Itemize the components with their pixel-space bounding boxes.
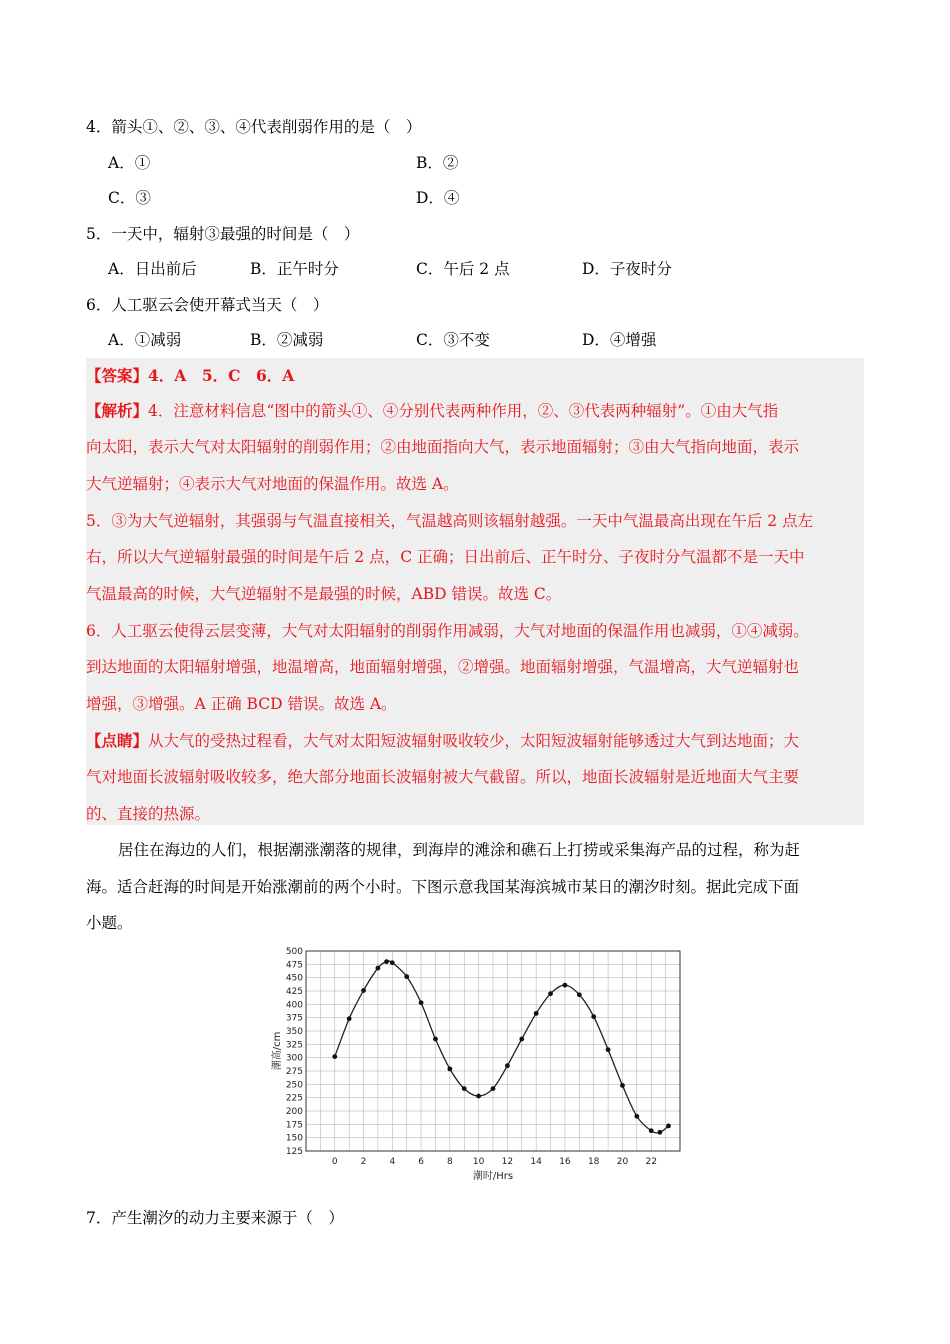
y-tick-label: 200 xyxy=(285,1107,303,1117)
x-tick-label: 16 xyxy=(559,1157,571,1167)
y-tick-label: 150 xyxy=(285,1133,303,1144)
tide-point xyxy=(505,1063,510,1068)
y-tick-label: 500 xyxy=(285,947,303,957)
tip-line-3: 的、直接的热源。 xyxy=(86,805,211,823)
x-tick-labels xyxy=(332,1157,657,1167)
tide-point xyxy=(476,1094,481,1099)
q5-option-d[interactable]: D．子夜时分 xyxy=(582,260,672,278)
tide-point xyxy=(620,1083,625,1088)
tide-point xyxy=(332,1054,337,1059)
x-tick-label: 12 xyxy=(501,1157,514,1167)
tide-point xyxy=(666,1124,671,1129)
q4-option-a[interactable]: A．① xyxy=(108,154,151,172)
intro-line-3: 小题。 xyxy=(86,914,133,932)
tide-point xyxy=(634,1114,639,1119)
q4-stem: 4．箭头①、②、③、④代表削弱作用的是（ ） xyxy=(86,118,422,136)
y-tick-label: 275 xyxy=(285,1067,303,1077)
y-tick-labels xyxy=(286,947,303,1157)
intro-line-1: 居住在海边的人们，根据潮涨潮落的规律，到海岸的滩涂和礁石上打捞或采集海产品的过程，称为赶 xyxy=(118,841,801,859)
answer-line xyxy=(86,366,294,386)
y-tick-label: 375 xyxy=(285,1013,303,1024)
q5-stem: 5．一天中，辐射③最强的时间是（ ） xyxy=(86,225,360,243)
tide-point xyxy=(433,1037,438,1042)
tide-point xyxy=(462,1086,467,1091)
y-tick-label: 175 xyxy=(285,1120,303,1131)
tide-point xyxy=(649,1128,654,1133)
q6-analysis-line-1: 6．人工驱云使得云层变薄，大气对太阳辐射的削弱作用减弱，大气对地面的保温作用也减弱，①④减弱。 xyxy=(86,622,809,640)
q5-analysis-line-3: 气温最高的时候，大气逆辐射不是最强的时候，ABD 错误。故选 C。 xyxy=(86,585,562,603)
y-tick-label: 350 xyxy=(285,1027,303,1037)
q5-option-a[interactable]: A．日出前后 xyxy=(108,260,197,278)
tide-curve xyxy=(335,961,669,1133)
y-tick-label: 225 xyxy=(285,1093,303,1104)
q6-analysis-line-3: 增强，③增强。A 正确 BCD 错误。故选 A。 xyxy=(86,695,397,713)
x-tick-label: 22 xyxy=(645,1157,657,1167)
x-tick-label: 6 xyxy=(418,1157,424,1167)
q7-stem: 7．产生潮汐的动力主要来源于（ ） xyxy=(86,1209,344,1227)
tide-point xyxy=(606,1047,611,1052)
q6-option-a[interactable]: A．①减弱 xyxy=(108,331,182,349)
x-tick-label: 14 xyxy=(530,1157,542,1167)
tide-point xyxy=(404,974,409,979)
q6-analysis-line-2: 到达地面的太阳辐射增强，地温增高，地面辐射增强，②增强。地面辐射增强，气温增高，大气逆辐射也 xyxy=(86,658,800,676)
tide-point xyxy=(548,991,553,996)
tide-point xyxy=(491,1086,496,1091)
analysis-line-3: 大气逆辐射；④表示大气对地面的保温作用。故选 A。 xyxy=(86,475,459,493)
x-axis-label: 潮时/Hrs xyxy=(472,1171,514,1182)
chart-grid xyxy=(306,951,680,1151)
tide-point xyxy=(361,988,366,993)
analysis-tag: 【解析】 xyxy=(86,401,149,420)
tide-point xyxy=(390,960,395,965)
q4-option-d[interactable]: D．④ xyxy=(416,189,460,207)
x-tick-label: 4 xyxy=(389,1157,396,1167)
tide-point xyxy=(519,1037,524,1042)
tip-text-1: 从大气的受热过程看，大气对太阳短波辐射吸收较少，太阳短波辐射能够透过大气到达地面；大 xyxy=(148,732,800,750)
tide-point xyxy=(591,1014,596,1019)
q4-option-b[interactable]: B．② xyxy=(416,154,459,172)
answer-text: 4．A 5．C 6．A xyxy=(148,366,295,385)
x-tick-label: 20 xyxy=(616,1157,629,1167)
q6-option-c[interactable]: C．③不变 xyxy=(416,331,490,349)
q5-option-b[interactable]: B．正午时分 xyxy=(250,260,339,278)
tip-line-2: 气对地面长波辐射吸收较多，绝大部分地面长波辐射被大气截留。所以，地面长波辐射是近地面大气主要 xyxy=(86,768,800,786)
x-tick-label: 18 xyxy=(587,1157,600,1167)
q5-option-c[interactable]: C．午后 2 点 xyxy=(416,260,510,278)
tide-point xyxy=(534,1011,539,1016)
y-tick-label: 450 xyxy=(285,973,303,984)
q6-stem: 6．人工驱云会使开幕式当天（ ） xyxy=(86,296,329,314)
tide-point xyxy=(419,1000,424,1005)
q6-option-b[interactable]: B．②减弱 xyxy=(250,331,324,349)
x-tick-label: 2 xyxy=(360,1157,367,1167)
analysis-text-1: 4．注意材料信息“图中的箭头①、④分别代表两种作用，②、③代表两种辐射”。①由大气指 xyxy=(148,402,779,420)
intro-line-2: 海。适合赶海的时间是开始涨潮前的两个小时。下图示意我国某海滨城市某日的潮汐时刻。据此完成下面 xyxy=(86,878,800,896)
tip-tag: 【点睛】 xyxy=(86,731,149,750)
x-tick-label: 8 xyxy=(446,1157,453,1167)
analysis-line-1 xyxy=(86,401,778,421)
tide-point xyxy=(376,966,381,971)
y-axis-label: 潮高/cm xyxy=(272,1031,283,1071)
analysis-line-2: 向太阳，表示大气对太阳辐射的削弱作用；②由地面指向大气，表示地面辐射；③由大气指向地面，表示 xyxy=(86,438,800,456)
answer-tag: 【答案】 xyxy=(86,366,149,385)
x-tick-label: 0 xyxy=(331,1157,338,1167)
q5-analysis-line-2: 右，所以大气逆辐射最强的时间是午后 2 点，C 正确；日出前后、正午时分、子夜时分气温都不是一天中 xyxy=(86,548,805,566)
y-tick-label: 250 xyxy=(285,1080,303,1091)
tide-point xyxy=(577,992,582,997)
tip-line-1 xyxy=(86,731,799,751)
tide-point xyxy=(384,959,389,964)
y-tick-label: 300 xyxy=(285,1053,303,1064)
q5-analysis-line-1: 5．③为大气逆辐射，其强弱与气温直接相关，气温越高则该辐射越强。一天中气温最高出现在午后 2 点左 xyxy=(86,512,814,530)
y-tick-label: 475 xyxy=(285,960,303,971)
y-tick-label: 400 xyxy=(285,1000,303,1011)
tide-points xyxy=(332,959,671,1134)
y-tick-label: 425 xyxy=(285,987,303,997)
y-tick-label: 325 xyxy=(285,1040,303,1051)
tide-point xyxy=(563,983,568,988)
y-tick-label: 125 xyxy=(285,1147,303,1157)
q4-option-c[interactable]: C．③ xyxy=(108,189,151,207)
tide-point xyxy=(347,1016,352,1021)
tide-point xyxy=(447,1066,452,1071)
tide-point xyxy=(657,1130,662,1135)
tide-chart xyxy=(270,945,690,1190)
x-tick-label: 10 xyxy=(472,1157,485,1167)
q6-option-d[interactable]: D．④增强 xyxy=(582,331,657,349)
